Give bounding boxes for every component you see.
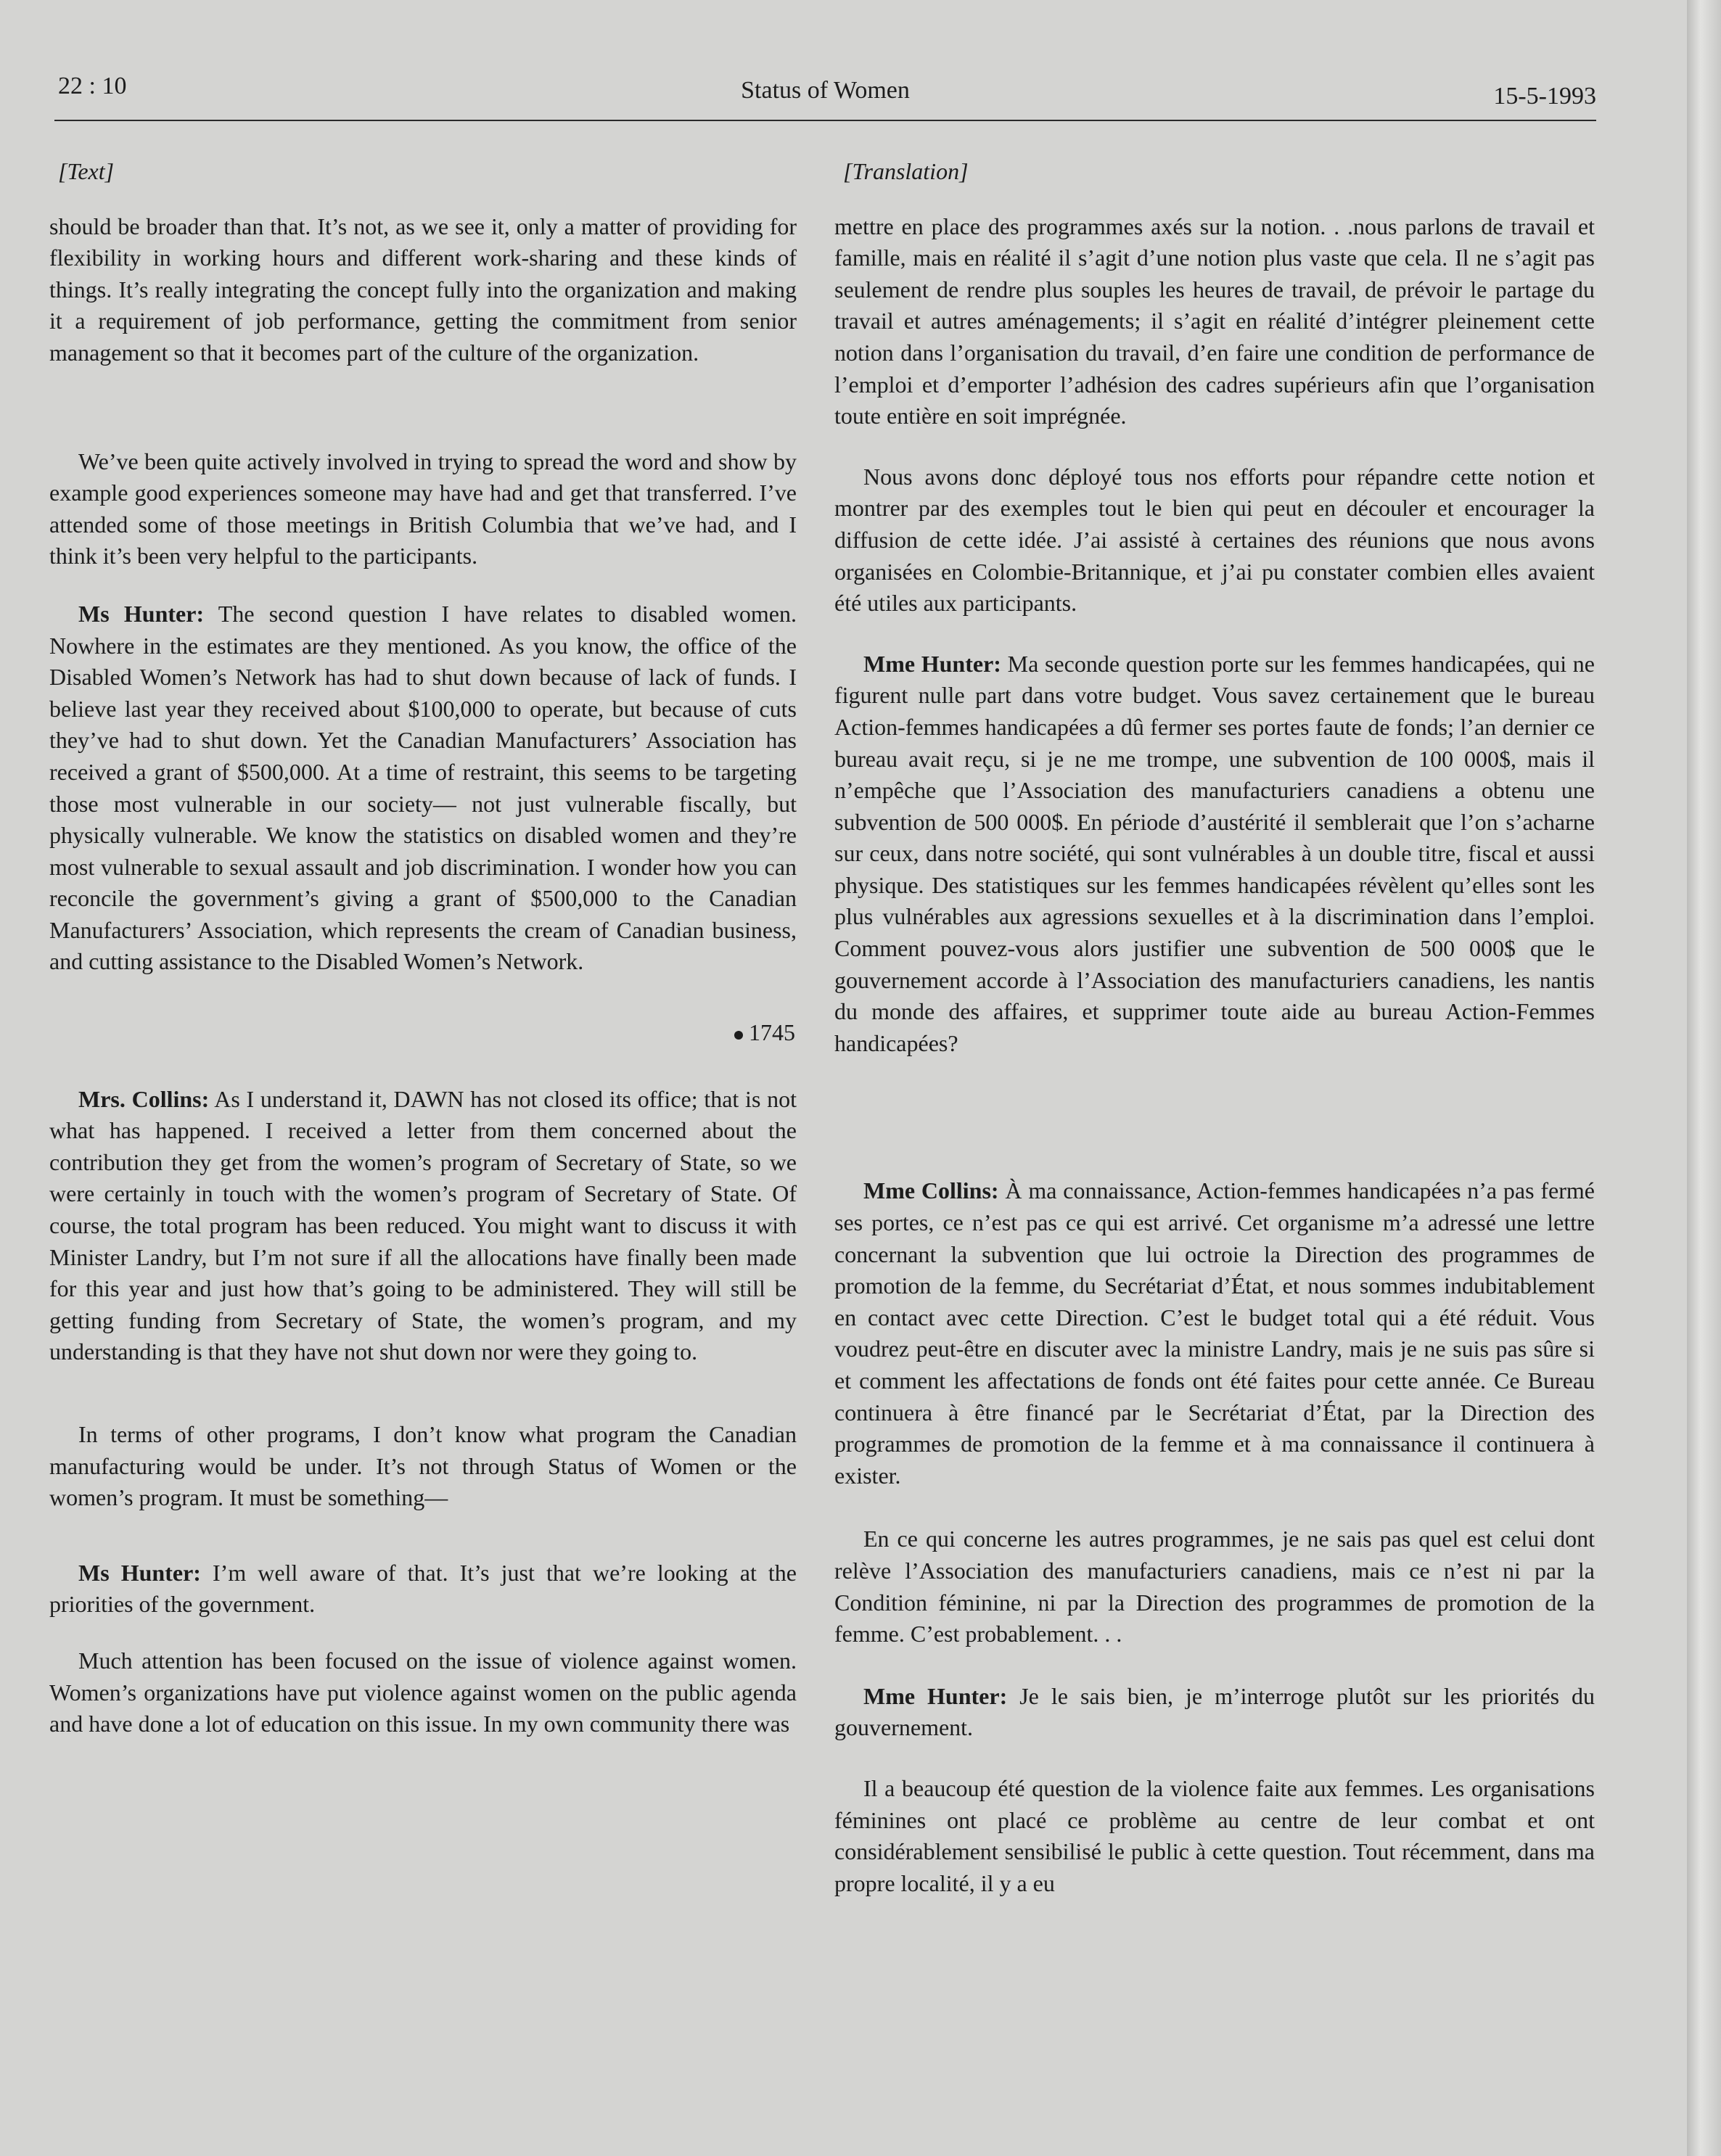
paragraph: should be broader than that. It’s not, as we see it, only a matter of providing for flexibility in working hours and different work-sharing and these kinds of things. It’s really integrating the concept fully into the organization and making it a requirement of job performance, getting the commitment from senior management so that it becomes part of the culture of the organization. xyxy=(49,213,797,366)
page-number: 22 : 10 xyxy=(58,73,127,99)
speech-text: As I understand it, DAWN has not closed its office; that is not what has happened. I received a letter from them concerned about the contribution they get from the women’s program of Secretary of State, so we were certainly in touch with the women’s program of Secretary of State. Of course, the total program has been reduced. You might want to discuss it with Minister Landry, but I’m not sure if all the allocations have finally been made for this year and just how that’s going to be administered. They will still be getting funding from Secretary of State, the women’s program, and my understanding is that they have not shut down nor were they going to. xyxy=(49,1085,797,1365)
page-edge xyxy=(1687,0,1721,2156)
speech-text: À ma connaissance, Action-femmes handicapées n’a pas fermé ses portes, ce n’est pas ce qui est arrivé. Cet organisme m’a adressé une lettre concernant la subvention que lui octroie la Direction des programmes de promotion de la femme, du Secrétariat d’État, et nous sommes indubitablement en contact avec cette Direction. C’est le budget total qui a été réduit. Vous voudrez peut-être en discuter avec la ministre Landry, mais je ne suis pas sûre si et comment les affectations de fonds ont été faites pour cette année. Ce Bureau continuera à être financé par le Secrétariat d’État, par la Direction des programmes de promotion de la femme et à ma connaissance il continuera à exister. xyxy=(834,1177,1595,1489)
paragraph: En ce qui concerne les autres programmes, je ne sais pas quel est celui dont relève l’Association des manufacturiers canadiens, mais ce n’est ni par la Condition féminine, ni par la Direction des programmes de promotion de la femme. C’est probablement. . . xyxy=(834,1526,1595,1647)
speaker-name: Ms Hunter: xyxy=(78,600,205,627)
speech-text: I’m well aware of that. It’s just that we’re looking at the priorities of the government. xyxy=(49,1559,797,1618)
text-tag: [Text] xyxy=(58,158,115,184)
french-column xyxy=(834,156,1595,1899)
paragraph xyxy=(49,1558,797,1621)
english-column xyxy=(49,156,797,1740)
speaker-name: Ms Hunter: xyxy=(78,1559,201,1586)
paragraph xyxy=(49,1084,797,1368)
speaker-name: Mme Collins: xyxy=(863,1177,999,1204)
bullet-icon xyxy=(734,1031,743,1040)
timestamp-value: 1745 xyxy=(749,1019,795,1046)
paragraph: Il a beaucoup été question de la violence faite aux femmes. Les organisations féminines ont placé ce problème au centre de leur combat et ont considérablement sensibilisé le public à cette question. Tout récemment, dans ma propre localité, il y a eu xyxy=(834,1774,1595,1896)
header-rule xyxy=(54,120,1596,121)
page-header xyxy=(54,67,1596,119)
header-date: 15-5-1993 xyxy=(1493,83,1596,110)
paragraph: mettre en place des programmes axés sur la notion. . .nous parlons de travail et famille, mais en réalité il s’agit d’une notion plus vaste que cela. Il ne s’agit pas seulement de rendre plus souples les heures de travail, de prévoir le partage du travail et autres aménagements; il s’agit en réalité d’intégrer pleinement cette notion dans l’organisation du travail, d’en faire une condition de performance de l’emploi et d’emporter l’adhésion des cadres supérieurs afin que l’organisation toute entière en soit imprégnée. xyxy=(834,213,1595,429)
paragraph xyxy=(49,598,797,978)
translation-tag: [Translation] xyxy=(843,158,969,184)
paragraph xyxy=(834,649,1595,1060)
speech-text: Je le sais bien, je m’interroge plutôt sur les priorités du gouvernement. xyxy=(834,1682,1595,1741)
paragraph xyxy=(834,1175,1595,1491)
committee-title: Status of Women xyxy=(741,77,910,104)
paragraph: In terms of other programs, I don’t know what program the Canadian manufacturing would be under. It’s not through Status of Women or the women’s program. It must be something— xyxy=(49,1421,797,1511)
speaker-name: Mrs. Collins: xyxy=(78,1085,210,1112)
speech-text: The second question I have relates to disabled women. Nowhere in the estimates are they mentioned. As you know, the office of the Disabled Women’s Network has had to shut down because of lack of funds. I believe last year they received about $100,000 to operate, but because of cuts they’ve had to shut down. Yet the Canadian Manufacturers’ Association has received a grant of $500,000. At a time of restraint, this seems to be targeting those most vulnerable in our society— not just vulnerable fiscally, but physically vulnerable. We know the statistics on disabled women and they’re most vulnerable to sexual assault and job discrimination. I wonder how you can reconcile the government’s giving a grant of $500,000 to the Canadian Manufacturers’ Association, which represents the cream of Canadian business, and cutting assistance to the Disabled Women’s Network. xyxy=(49,600,797,975)
speaker-name: Mme Hunter: xyxy=(863,650,1001,677)
speaker-name: Mme Hunter: xyxy=(863,1682,1008,1709)
paragraph: We’ve been quite actively involved in trying to spread the word and show by example good experiences someone may have had and get that transferred. I’ve attended some of those meetings in British Columbia that we’ve had, and I think it’s been very helpful to the participants. xyxy=(49,448,797,569)
paragraph: Nous avons donc déployé tous nos efforts pour répandre cette notion et montrer par des exemples tout le bien qui peut en découler et encourager la diffusion de cette idée. J’ai assisté à certaines des réunions que nous avons organisées en Colombie-Britannique, et j’ai pu constater combien elles avaient été utiles aux participants. xyxy=(834,463,1595,617)
speech-text: Ma seconde question porte sur les femmes handicapées, qui ne figurent nulle part dans votre budget. Vous savez certainement que le bureau Action-femmes handicapées a dû fermer ses portes faute de fonds; l’an dernier ce bureau avait reçu, si je ne me trompe, une subvention de 100 000$, mais il n’empêche que l’Association des manufacturiers canadiens a obtenu une subvention de 500 000$. En période d’austérité il semblerait que l’on s’acharne sur ceux, dans notre société, qui sont vulnérables à un double titre, fiscal et aussi physique. Des statistiques sur les femmes handicapées révèlent qu’elles sont les plus vulnérables aux agressions sexuelles et à la discrimination dans l’emploi. Comment pouvez-vous alors justifier une subvention de 500 000$ que le gouvernement accorde à l’Association des manufacturiers canadiens, les nantis du monde des affaires, et supprimer toute aide au bureau Action-Femmes handicapées? xyxy=(834,650,1595,1056)
paragraph xyxy=(834,1681,1595,1744)
timestamp xyxy=(49,1017,797,1049)
paragraph: Much attention has been focused on the issue of violence against women. Women’s organizations have put violence against women on the public agenda and have done a lot of education on this issue. In my own community there was xyxy=(49,1647,797,1737)
